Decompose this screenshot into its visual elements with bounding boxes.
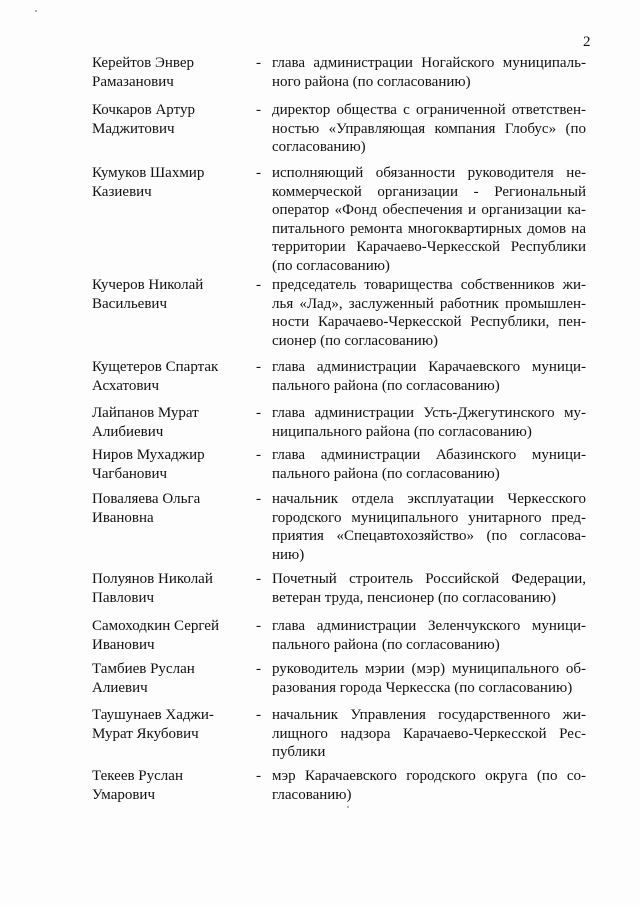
dash-separator: - — [256, 55, 261, 71]
member-name — [92, 570, 252, 607]
member-name-line: Текеев Руслан — [92, 768, 183, 784]
member-position-line: нию) — [272, 546, 305, 563]
dash-separator: - — [256, 165, 261, 181]
member-position-line: согласованию) — [272, 139, 366, 155]
member-position-line: разования города Черкесска (по согласованию) — [272, 679, 573, 696]
member-position-line: ного района (по согласованию) — [272, 73, 471, 90]
member-name — [92, 660, 252, 697]
member-position-line: ности Карачаево-Черкесской Республики, пен- — [272, 314, 586, 330]
dash-separator: - — [256, 405, 261, 421]
member-position-line: глава администрации Усть-Джегутинского му- — [272, 405, 586, 421]
member-position-line: коммерческой организации - Региональный — [272, 183, 586, 200]
dash-separator: - — [256, 618, 261, 634]
member-position-line: городского муниципального унитарного пред- — [272, 509, 586, 526]
dash-separator: - — [256, 102, 261, 118]
member-name-line: Маджитович — [92, 120, 175, 137]
member-name — [92, 446, 252, 483]
member-name-line: Таушунаев Хаджи- — [92, 707, 214, 723]
member-name-line: Кумуков Шахмир — [92, 165, 205, 181]
member-name — [92, 404, 252, 441]
member-position-line: исполняющий обязанности руководителя не- — [272, 165, 586, 181]
dash-separator: - — [256, 768, 261, 784]
member-name-line: Кущетеров Спартак — [92, 359, 219, 375]
member-position — [272, 358, 586, 395]
member-position-line: начальник Управления государственного жи- — [272, 707, 586, 723]
member-name — [92, 276, 252, 313]
member-position-line: мэр Карачаевского городского округа (по со- — [272, 768, 586, 784]
member-position — [272, 767, 586, 804]
member-name-line: Иванович — [92, 636, 155, 653]
member-position — [272, 276, 586, 350]
member-name-line: Чагбанович — [92, 465, 168, 482]
member-name-line: Поваляева Ольга — [92, 491, 201, 507]
member-name-line: Умарович — [92, 786, 156, 803]
dash-separator: - — [256, 277, 261, 293]
member-position-line: лищного надзора Карачаево-Черкесской Рес- — [272, 725, 586, 742]
member-name-line: Казиевич — [92, 183, 152, 200]
member-name — [92, 101, 252, 138]
member-name-line: Керейтов Энвер — [92, 55, 195, 71]
member-name-line: Мурат Якубович — [92, 725, 199, 742]
member-position-line: начальник отдела эксплуатации Черкесского — [272, 491, 586, 507]
member-position — [272, 490, 586, 564]
member-position-line: пального района (по согласованию) — [272, 377, 500, 394]
member-name-line: Полуянов Николай — [92, 571, 213, 587]
member-name — [92, 767, 252, 804]
member-position-line: глава администрации Абазинского муници- — [272, 447, 586, 463]
member-position-line: (по согласованию) — [272, 257, 390, 274]
member-position-line: питального ремонта многоквартирных домов на — [272, 220, 586, 237]
member-name-line: Алибиевич — [92, 423, 164, 440]
member-position-line: сионер (по согласованию) — [272, 332, 439, 349]
member-name-line: Асхатович — [92, 377, 160, 394]
member-position — [272, 164, 586, 275]
member-position — [272, 101, 586, 157]
member-position — [272, 404, 586, 441]
member-position-line: оператор «Фонд обеспечения и организации ка- — [272, 202, 586, 218]
member-name — [92, 54, 252, 91]
member-name-line: Лайпанов Мурат — [92, 405, 199, 421]
member-position-line: глава администрации Зеленчукского муници- — [272, 618, 586, 634]
member-position-line: приятия «Спецавтохозяйство» (по согласова- — [272, 528, 586, 544]
dash-separator: - — [256, 707, 261, 723]
member-position-line: ветеран труда, пенсионер (по согласованию) — [272, 589, 556, 606]
member-position-line: ниципального района (по согласованию) — [272, 423, 532, 440]
member-name — [92, 706, 252, 743]
member-name-line: Ниров Мухаджир — [92, 447, 205, 463]
member-name-line: Тамбиев Руслан — [92, 661, 195, 677]
dash-separator: - — [256, 571, 261, 587]
member-position — [272, 706, 586, 762]
member-name — [92, 490, 252, 527]
member-name-line: Васильевич — [92, 295, 167, 312]
member-position-line: публики — [272, 744, 326, 760]
member-position — [272, 617, 586, 654]
member-name — [92, 164, 252, 201]
member-name-line: Самоходкин Сергей — [92, 618, 219, 634]
member-position — [272, 54, 586, 91]
member-position-line: Почетный строитель Российской Федерации, — [272, 571, 586, 587]
member-position-line: председатель товарищества собственников жи- — [272, 277, 586, 293]
member-position-line: пального района (по согласованию) — [272, 636, 500, 653]
member-position-line: лья «Лад», заслуженный работник промышлен- — [272, 295, 586, 312]
member-name — [92, 358, 252, 395]
scan-speck — [35, 10, 37, 12]
member-name-line: Кучеров Николай — [92, 277, 204, 293]
dash-separator: - — [256, 447, 261, 463]
member-name — [92, 617, 252, 654]
dash-separator: - — [256, 359, 261, 375]
dash-separator: - — [256, 661, 261, 677]
member-position-line: глава администрации Ногайского муниципаль- — [272, 55, 586, 71]
page-number: 2 — [583, 34, 591, 50]
member-name-line: Кочкаров Артур — [92, 102, 195, 118]
scan-speck — [347, 806, 349, 808]
member-name-line: Рамазанович — [92, 73, 174, 90]
member-position — [272, 570, 586, 607]
member-position-line: территории Карачаево-Черкесской Республики — [272, 239, 586, 255]
member-position-line: руководитель мэрии (мэр) муниципального об- — [272, 661, 586, 677]
member-name-line: Ивановна — [92, 509, 154, 526]
member-position-line: пального района (по согласованию) — [272, 465, 500, 482]
member-position — [272, 446, 586, 483]
dash-separator: - — [256, 491, 261, 507]
member-position-line: глава администрации Карачаевского муници- — [272, 359, 586, 375]
member-position-line: директор общества с ограниченной ответствен- — [272, 102, 586, 118]
member-name-line: Алиевич — [92, 679, 148, 696]
member-position-line: ностью «Управляющая компания Глобус» (по — [272, 120, 586, 137]
member-name-line: Павлович — [92, 589, 155, 606]
member-position — [272, 660, 586, 697]
member-position-line: гласованию) — [272, 786, 352, 803]
